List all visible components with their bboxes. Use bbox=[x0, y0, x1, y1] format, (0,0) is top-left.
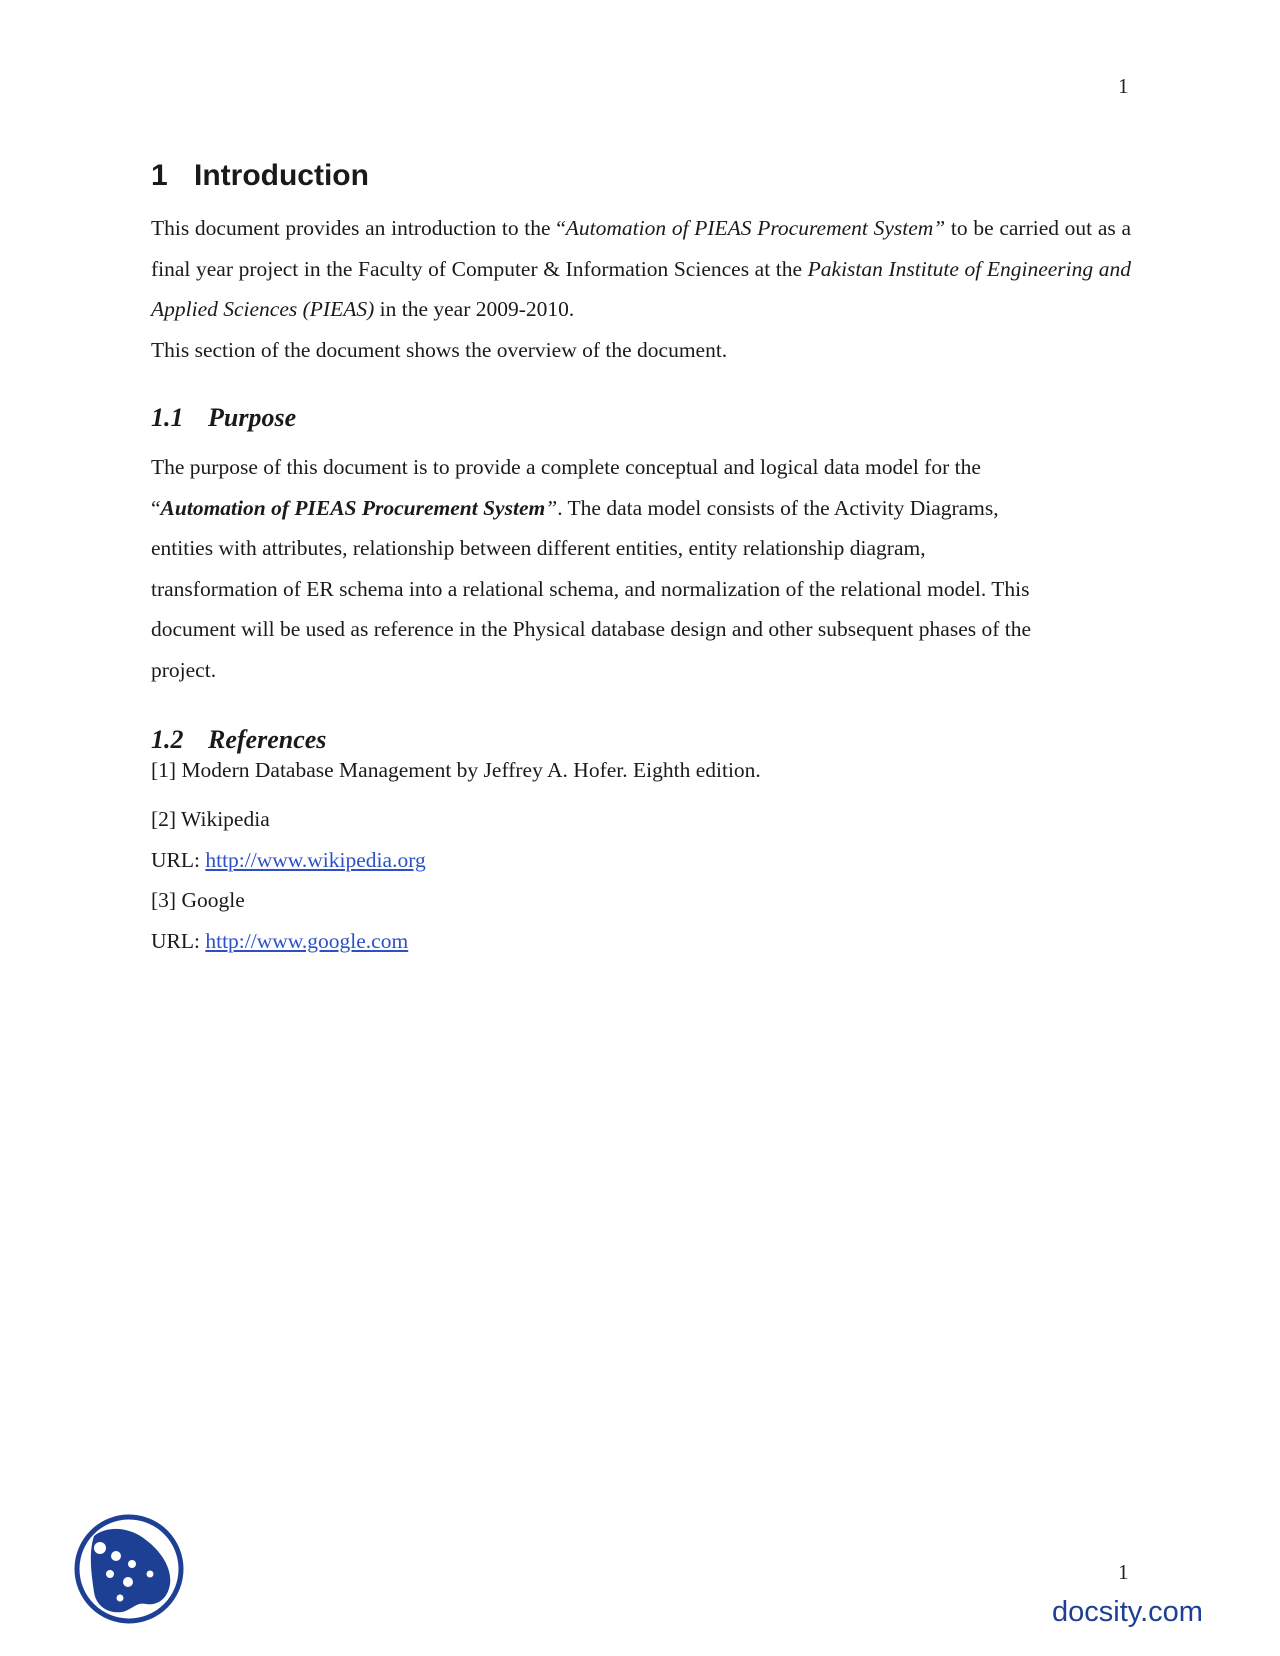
purpose-line: The purpose of this document is to provide a complete conceptual and logical data model for the bbox=[151, 455, 981, 480]
purpose-line-rest: . The data model consists of the Activity Diagrams, bbox=[557, 495, 999, 520]
institute-name-italic: Pakistan Institute of Engineering and Applied Sciences (PIEAS) bbox=[151, 256, 1131, 321]
subsection-title: References bbox=[208, 725, 327, 755]
purpose-line bbox=[151, 488, 1131, 529]
reference-url-line bbox=[151, 921, 1131, 962]
subsection-number: 1.2 bbox=[151, 725, 184, 755]
quote-open: “ bbox=[151, 495, 161, 520]
document-body bbox=[151, 158, 1131, 961]
project-title-bold-italic: Automation of PIEAS Procurement System bbox=[160, 495, 546, 520]
wikipedia-link[interactable]: http://www.wikipedia.org bbox=[205, 847, 426, 872]
purpose-line: document will be used as reference in the Physical database design and other subsequent phases of the bbox=[151, 617, 1032, 642]
subsection-number: 1.1 bbox=[151, 403, 184, 432]
page-number-bottom: 1 bbox=[1118, 1560, 1129, 1584]
reference-item: [2] Wikipedia bbox=[151, 807, 270, 832]
docsity-brand-text[interactable]: docsity.com bbox=[1052, 1596, 1203, 1628]
project-title-italic: Automation of PIEAS Procurement System” bbox=[565, 216, 946, 240]
url-label: URL: bbox=[151, 847, 206, 872]
section-heading-introduction bbox=[151, 158, 1131, 194]
purpose-line: entities with attributes, relationship between different entities, entity relationship diagram, bbox=[151, 536, 926, 561]
subsection-title: Purpose bbox=[208, 403, 297, 432]
google-link[interactable]: http://www.google.com bbox=[205, 928, 409, 953]
subsection-heading-purpose bbox=[151, 402, 1131, 433]
intro-text-middle: to be carried out as a final year project in the Faculty of Computer & Information Sciences at the bbox=[151, 216, 1131, 281]
docsity-logo-icon bbox=[74, 1514, 184, 1624]
quote-close: ” bbox=[545, 495, 558, 520]
subsection-heading-references bbox=[151, 724, 1131, 755]
url-label: URL: bbox=[151, 928, 206, 953]
purpose-paragraph bbox=[151, 447, 1131, 690]
intro-text-end: in the year 2009-2010. bbox=[374, 297, 575, 321]
intro-text-start: This document provides an introduction to the “ bbox=[151, 216, 566, 240]
purpose-line: transformation of ER schema into a relational schema, and normalization of the relational model. This bbox=[151, 576, 1030, 601]
section-title: Introduction bbox=[194, 159, 369, 192]
reference-item: [1] Modern Database Management by Jeffrey A. Hofer. Eighth edition. bbox=[151, 758, 761, 783]
reference-list bbox=[151, 755, 1131, 961]
reference-url-line bbox=[151, 840, 1131, 881]
reference-item: [3] Google bbox=[151, 888, 245, 913]
page-number-top: 1 bbox=[1118, 74, 1129, 98]
purpose-line: project. bbox=[151, 657, 217, 682]
section-number: 1 bbox=[151, 159, 168, 192]
overview-paragraph: This section of the document shows the overview of the document. bbox=[151, 337, 728, 362]
intro-paragraph bbox=[151, 208, 1131, 330]
